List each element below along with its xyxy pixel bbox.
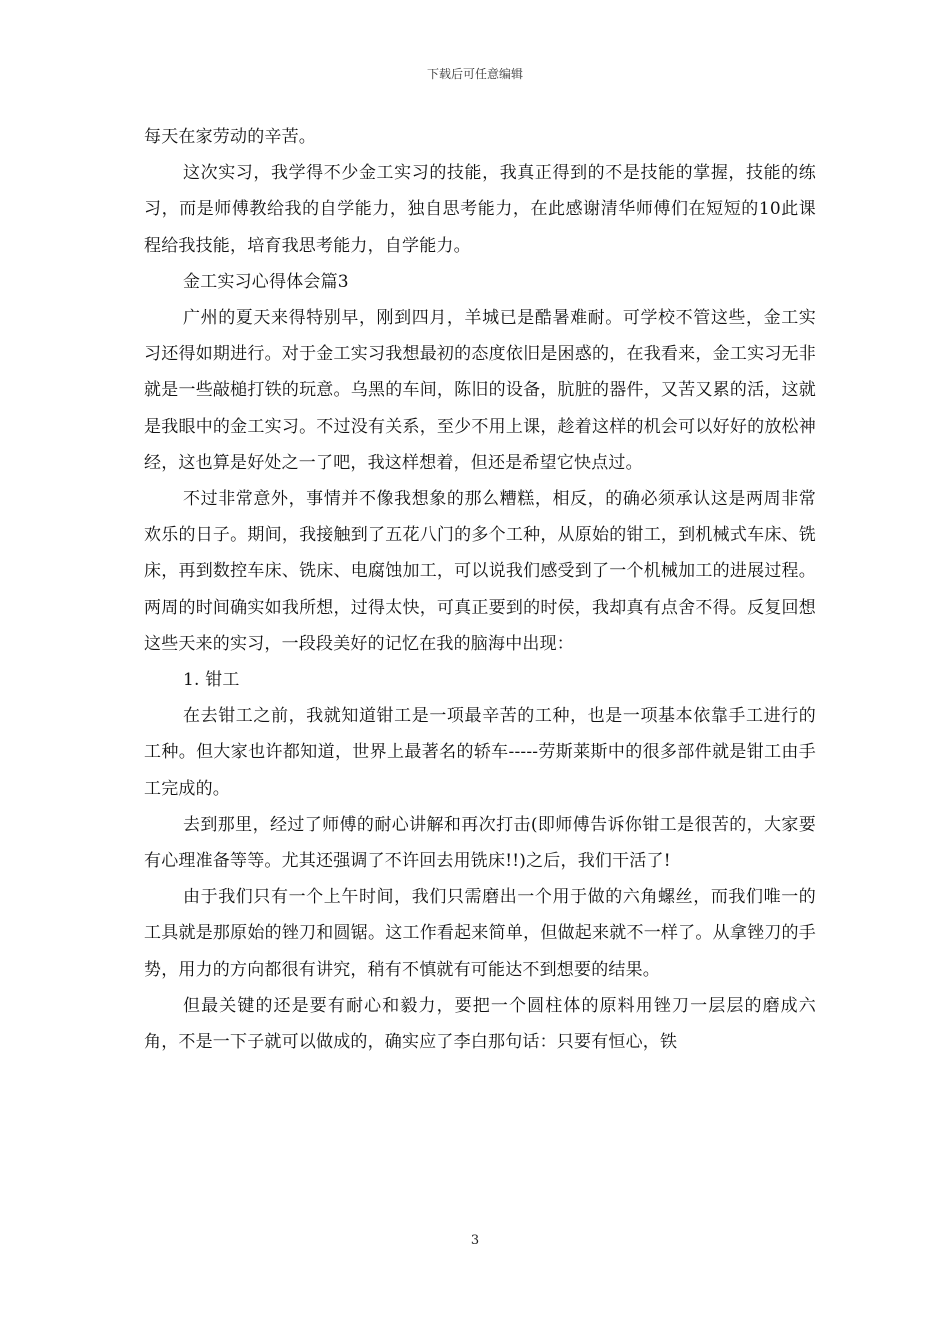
paragraph: 去到那里，经过了师傅的耐心讲解和再次打击(即师傅告诉你钳工是很苦的，大家要有心理准备等等。尤其还强调了不许回去用铣床!!)之后，我们干活了! bbox=[144, 814, 816, 872]
paragraph: 每天在家劳动的辛苦。 bbox=[144, 127, 316, 147]
paragraph: 由于我们只有一个上午时间，我们只需磨出一个用于做的六角螺丝，而我们唯一的工具就是那原始的锉刀和圆锯。这工作看起来简单，但做起来就不一样了。从拿锉刀的手势，用力的方向都很有讲究，稍有不慎就有可能达不到想要的结果。 bbox=[144, 887, 816, 980]
page-header: 下载后可任意编辑 bbox=[426, 67, 523, 81]
paragraph: 不过非常意外，事情并不像我想象的那么糟糕，相反，的确必须承认这是两周非常欢乐的日子。期间，我接触到了五花八门的多个工种，从原始的钳工，到机械式车床、铣床，再到数控车床、铣床、电腐蚀加工，可以说我们感受到了一个机械加工的进展过程。两周的时间确实如我所想，过得太快，可真正要到的时侯，我却真有点舍不得。反复回想这些天来的实习，一段段美好的记忆在我的脑海中出现： bbox=[144, 489, 816, 654]
page-number: 3 bbox=[470, 1233, 480, 1248]
paragraph: 广州的夏天来得特别早，刚到四月，羊城已是酷暑难耐。可学校不管这些，金工实习还得如期进行。对于金工实习我想最初的态度依旧是困惑的，在我看来，金工实习无非就是一些敲槌打铁的玩意。乌黑的车间，陈旧的设备，肮脏的器件，又苦又累的活，这就是我眼中的金工实习。不过没有关系，至少不用上课，趁着这样的机会可以好好的放松神经，这也算是好处之一了吧，我这样想着，但还是希望它快点过。 bbox=[144, 308, 816, 473]
document-body bbox=[144, 119, 816, 1060]
paragraph: 在去钳工之前，我就知道钳工是一项最辛苦的工种，也是一项基本依靠手工进行的工种。但大家也许都知道，世界上最著名的轿车-----劳斯莱斯中的很多部件就是钳工由手工完成的。 bbox=[144, 706, 816, 799]
section-heading: 金工实习心得体会篇3 bbox=[183, 271, 349, 292]
paragraph: 这次实习，我学得不少金工实习的技能，我真正得到的不是技能的掌握，技能的练习，而是师傅教给我的自学能力，独自思考能力，在此感谢清华师傅们在短短的10此课程给我技能，培育我思考能力，自学能力。 bbox=[144, 163, 816, 256]
subsection-heading: 1. 钳工 bbox=[183, 670, 240, 691]
paragraph: 但最关键的还是要有耐心和毅力，要把一个圆柱体的原料用锉刀一层层的磨成六角，不是一下子就可以做成的，确实应了李白那句话：只要有恒心，铁 bbox=[144, 995, 816, 1053]
